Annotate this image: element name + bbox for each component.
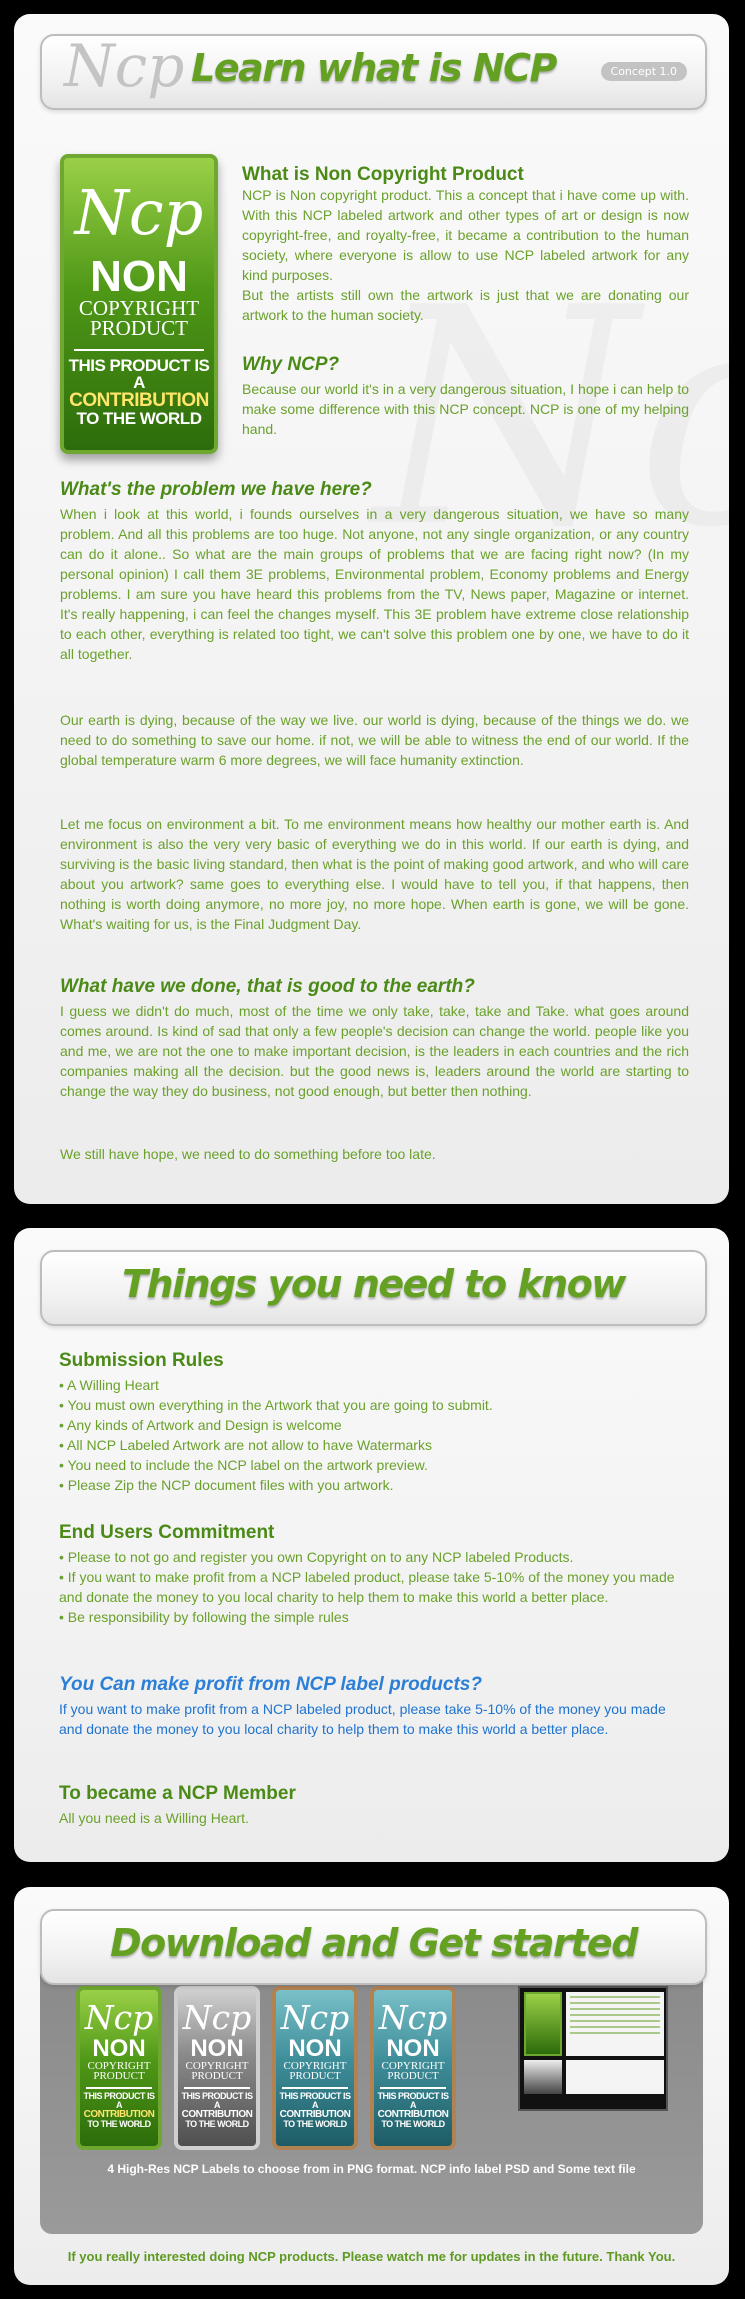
label-product: PRODUCT (191, 2070, 243, 2083)
label-product: PRODUCT (387, 2070, 439, 2083)
version-badge: Concept 1.0 (601, 62, 687, 81)
learn-panel (14, 14, 729, 1204)
label-line3: TO THE WORLD (381, 2118, 445, 2129)
users-list (59, 1547, 689, 1627)
ncp-label-green[interactable] (76, 1986, 162, 2150)
label-line1: THIS PRODUCT IS A (83, 2090, 155, 2110)
download-preview-area (40, 1966, 703, 2234)
things-panel (14, 1228, 729, 1862)
what-heading: What is Non Copyright Product (242, 164, 524, 185)
problem-paragraph-3: Let me focus on environment a bit. To me environment means how healthy our mother earth is. And environment is also the very very basic of everything we do in this world. If our earth is dying, and surviving is the basic living standard, then what is the point of making good artwork, and who will care about you artwork? same goes to everything else. I would have to tell you, if that happens, then nothing is worth doing anymore, no more joy, no more hope. When earth is gone, we will be gone. What's waiting for us, is the Final Judgment Day. (60, 816, 689, 932)
label-line3: TO THE WORLD (185, 2118, 249, 2129)
preview-text-block-2 (566, 2060, 664, 2094)
rules-heading: Submission Rules (59, 1350, 224, 1371)
label-line3: TO THE WORLD (283, 2118, 347, 2129)
page-title: Learn what is NCP (191, 46, 556, 90)
label-line2: CONTRIBUTION (69, 389, 209, 411)
label-line1: THIS PRODUCT IS A (68, 355, 210, 392)
why-text: Because our world it's in a very dangerous situation, I hope i can help to make some difference with this NCP concept. NCP is one of my helping hand. (242, 381, 689, 437)
label-copyright: COPYRIGHT (87, 2060, 151, 2072)
label-logo: Ncp (84, 1998, 154, 2037)
label-logo: Ncp (378, 1998, 448, 2037)
label-line2: CONTRIBUTION (377, 2108, 449, 2120)
label-line2: CONTRIBUTION (181, 2108, 253, 2120)
learn-header (40, 34, 707, 110)
what-text: NCP is Non copyright product. This a concept that i have come up with. With this NCP labeled artwork and other types of art or design is now copyright-free, and royalty-free, it became a contribution to the human society, where everyone is allow to use NCP labeled artwork for any kind purposes. (242, 187, 689, 283)
problem-heading: What's the problem we have here? (60, 479, 372, 500)
label-logo: Ncp (74, 176, 204, 249)
label-line2: CONTRIBUTION (279, 2108, 351, 2120)
label-non: NON (288, 2035, 342, 2062)
rule-item: • Please Zip the NCP document files with you artwork. (59, 1475, 689, 1495)
label-line1: THIS PRODUCT IS A (181, 2090, 253, 2110)
ncp-label-teal-brown[interactable] (272, 1986, 358, 2150)
preview-text-block (566, 1992, 664, 2056)
why-heading: Why NCP? (242, 354, 340, 375)
label-line1: THIS PRODUCT IS A (279, 2090, 351, 2110)
label-copyright: COPYRIGHT (283, 2060, 347, 2072)
member-text: All you need is a Willing Heart. (59, 1810, 249, 1826)
download-title: Download and Get started (110, 1921, 637, 1965)
ncp-label-gray[interactable] (174, 1986, 260, 2150)
profit-heading: You Can make profit from NCP label products? (59, 1674, 482, 1695)
download-caption: 4 High-Res NCP Labels to choose from in PNG format. NCP info label PSD and Some text file (107, 2162, 636, 2176)
label-logo: Ncp (182, 1998, 252, 2037)
rule-item: • All NCP Labeled Artwork are not allow to have Watermarks (59, 1435, 689, 1455)
label-copyright: COPYRIGHT (185, 2060, 249, 2072)
users-item: • Be responsibility by following the simple rules (59, 1607, 689, 1627)
rule-item: • You need to include the NCP label on the artwork preview. (59, 1455, 689, 1475)
label-non: NON (90, 252, 188, 301)
download-panel (14, 1887, 729, 2285)
problem-paragraph-2: Our earth is dying, because of the way we live. our world is dying, because of the things we do. we need to do something to save our home. if not, we will be able to witness the end of our world. If the global temperature warm 6 more degrees, we will face humanity extinction. (60, 712, 689, 768)
what-text-2: But the artists still own the artwork is just that we are donating our artwork to the human society. (242, 287, 689, 323)
info-label-psd-preview[interactable] (518, 1986, 668, 2111)
good-paragraph-2: We still have hope, we need to do something before too late. (60, 1146, 436, 1162)
label-product: PRODUCT (289, 2070, 341, 2083)
label-non: NON (190, 2035, 244, 2062)
things-title: Things you need to know (122, 1262, 625, 1306)
problem-paragraph-1: When i look at this world, i founds ourselves in a very dangerous situation, we have so many problem. And all this problems are too huge. Not anyone, not any single organization, or any country can do it alone.. So what are the main groups of problems that we are facing right now? (In my personal opinion) I call them 3E problems, Environmental problem, Economy problems and Energy problems. I am sure you have heard this problems from the TV, News paper, Magazine or internet. It's really happening, i can feel the changes myself. This 3E problem have extreme close relationship to each other, everything is related too tight, we can't solve this problem one by one, we have to do it all together. (60, 506, 689, 662)
preview-gradient-thumb (524, 2060, 562, 2094)
label-product: PRODUCT (93, 2070, 145, 2083)
label-copyright: COPYRIGHT (78, 296, 200, 320)
users-item: • Please to not go and register you own Copyright on to any NCP labeled Products. (59, 1547, 689, 1567)
things-header (40, 1250, 707, 1326)
users-item: • If you want to make profit from a NCP labeled product, please take 5-10% of the money you made and donate the money to you local charity to help them to make this world a better place. (59, 1567, 689, 1607)
label-line3: TO THE WORLD (87, 2118, 151, 2129)
header-logo: Ncp (64, 32, 185, 100)
label-non: NON (386, 2035, 440, 2062)
good-paragraph-1: I guess we didn't do much, most of the time we only take, take, take and Take. what goes around comes around. Is kind of sad that only a few people's decision can change the world. people like you and me, we are not the one to make important decision, is the leaders in each countries and the rich companies making all the decision. but the good news is, leaders around the world are starting to change the way they do business, not good enough, but better then nothing. (60, 1003, 689, 1099)
preview-footer (524, 2098, 664, 2107)
label-line1: THIS PRODUCT IS A (377, 2090, 449, 2110)
label-logo: Ncp (280, 1998, 350, 2037)
footer-note: If you really interested doing NCP products. Please watch me for updates in the future. Thank You. (67, 2249, 676, 2264)
label-non: NON (92, 2035, 146, 2062)
rule-item: • Any kinds of Artwork and Design is welcome (59, 1415, 689, 1435)
profit-text: If you want to make profit from a NCP labeled product, please take 5-10% of the money you made and donate the money to you local charity to help them to make this world a better place. (59, 1701, 666, 1737)
good-heading: What have we done, that is good to the earth? (60, 976, 475, 997)
rules-list (59, 1375, 689, 1495)
member-heading: To became a NCP Member (59, 1783, 296, 1804)
ncp-label-teal[interactable] (370, 1986, 456, 2150)
label-copyright: COPYRIGHT (381, 2060, 445, 2072)
preview-label-thumb (524, 1992, 562, 2056)
download-header (40, 1909, 707, 1985)
label-product: PRODUCT (89, 315, 189, 340)
label-line2: CONTRIBUTION (83, 2108, 155, 2120)
rule-item: • You must own everything in the Artwork that you are going to submit. (59, 1395, 689, 1415)
label-line3: TO THE WORLD (76, 408, 202, 428)
ncp-label (60, 154, 218, 454)
users-heading: End Users Commitment (59, 1522, 275, 1543)
rule-item: • A Willing Heart (59, 1375, 689, 1395)
